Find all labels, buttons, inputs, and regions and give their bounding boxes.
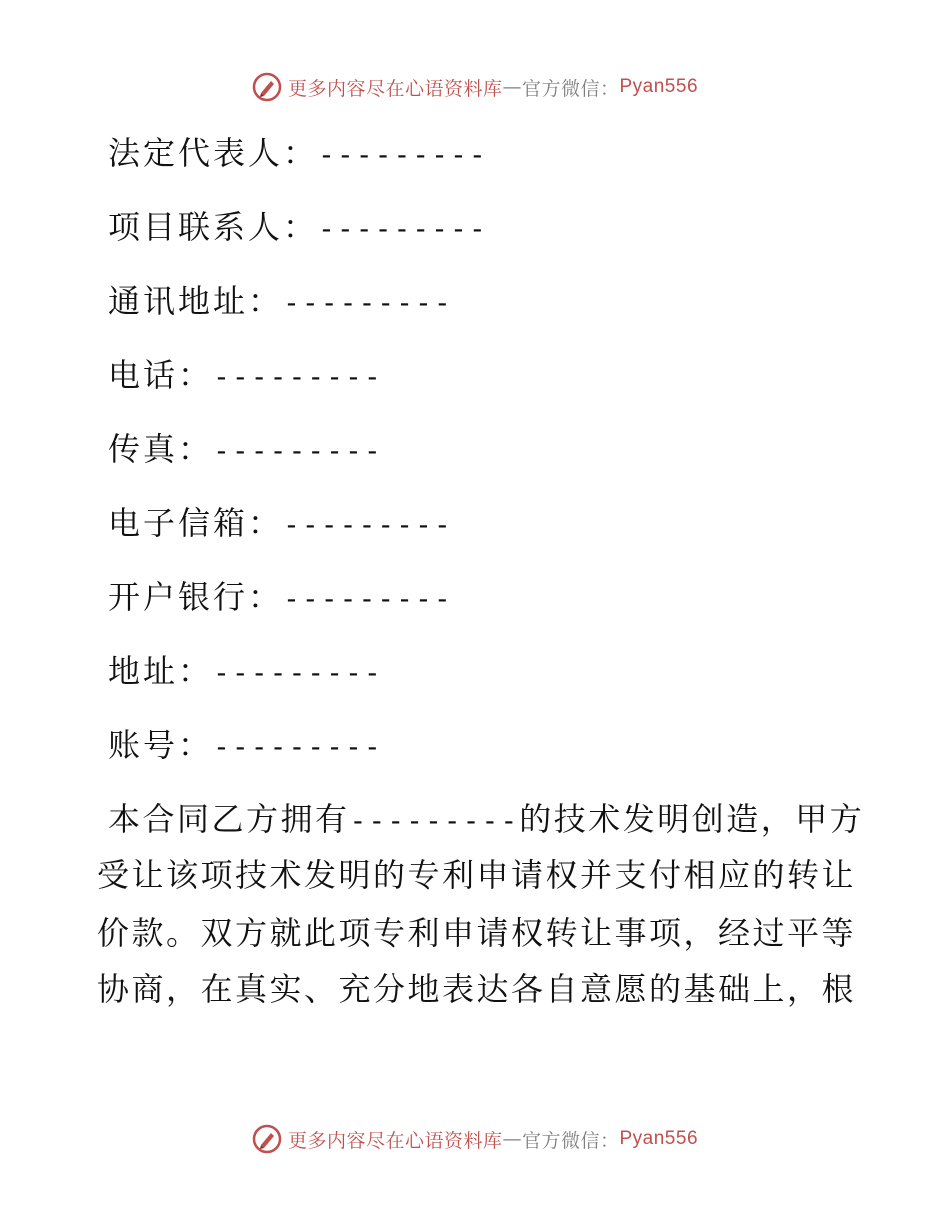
paragraph-text: 本合同乙方拥有: [108, 800, 350, 838]
pen-logo-icon: [252, 1124, 282, 1154]
field-label: 通讯地址：: [108, 282, 284, 320]
field-label: 地址：: [108, 652, 214, 690]
footer-watermark: [0, 1124, 950, 1154]
field-blank: ---------: [283, 508, 453, 541]
watermark-suffix: 官方微信：: [521, 1129, 620, 1152]
field-blank: ---------: [213, 730, 383, 763]
watermark-separator: —: [502, 76, 522, 98]
field-blank: ---------: [318, 138, 488, 171]
field-blank: ---------: [283, 582, 453, 615]
paragraph-line-2: 受让该项技术发明的专利申请权并支付相应的转让: [97, 856, 857, 894]
watermark-wechat-id: Pyan556: [619, 1128, 699, 1149]
field-legal-representative: [108, 128, 488, 174]
field-label: 开户银行：: [108, 578, 284, 616]
field-label: 电话：: [108, 356, 214, 394]
field-account-number: [108, 720, 383, 766]
paragraph-text: 的技术发明创造，甲方: [519, 800, 865, 838]
field-bank: [108, 572, 453, 618]
paragraph-line-3: 价款。双方就此项专利申请权转让事项，经过平等: [97, 914, 857, 952]
watermark-separator: —: [502, 1128, 522, 1150]
field-blank: ---------: [283, 286, 453, 319]
field-mailing-address: [108, 276, 453, 322]
watermark-text: 更多内容尽在心语资料库: [287, 77, 503, 100]
field-blank: ---------: [213, 434, 383, 467]
paragraph-line-4: 协商，在真实、充分地表达各自意愿的基础上，根: [97, 970, 857, 1008]
field-blank: ---------: [213, 656, 383, 689]
field-telephone: [108, 350, 383, 396]
paragraph-blank: ---------: [349, 804, 520, 837]
header-watermark: [0, 72, 950, 102]
paragraph-line-1: [108, 794, 868, 840]
field-label: 电子信箱：: [108, 504, 284, 542]
watermark-suffix: 官方微信：: [521, 77, 620, 100]
field-blank: ---------: [318, 212, 488, 245]
field-email: [108, 498, 453, 544]
field-fax: [108, 424, 383, 470]
field-blank: ---------: [213, 360, 383, 393]
watermark-wechat-id: Pyan556: [619, 76, 699, 97]
field-label: 账号：: [108, 726, 214, 764]
field-address: [108, 646, 383, 692]
field-project-contact: [108, 202, 488, 248]
field-label: 项目联系人：: [108, 208, 319, 246]
field-label: 传真：: [108, 430, 214, 468]
watermark-text: 更多内容尽在心语资料库: [287, 1129, 503, 1152]
pen-logo-icon: [252, 72, 282, 102]
field-label: 法定代表人：: [108, 134, 319, 172]
